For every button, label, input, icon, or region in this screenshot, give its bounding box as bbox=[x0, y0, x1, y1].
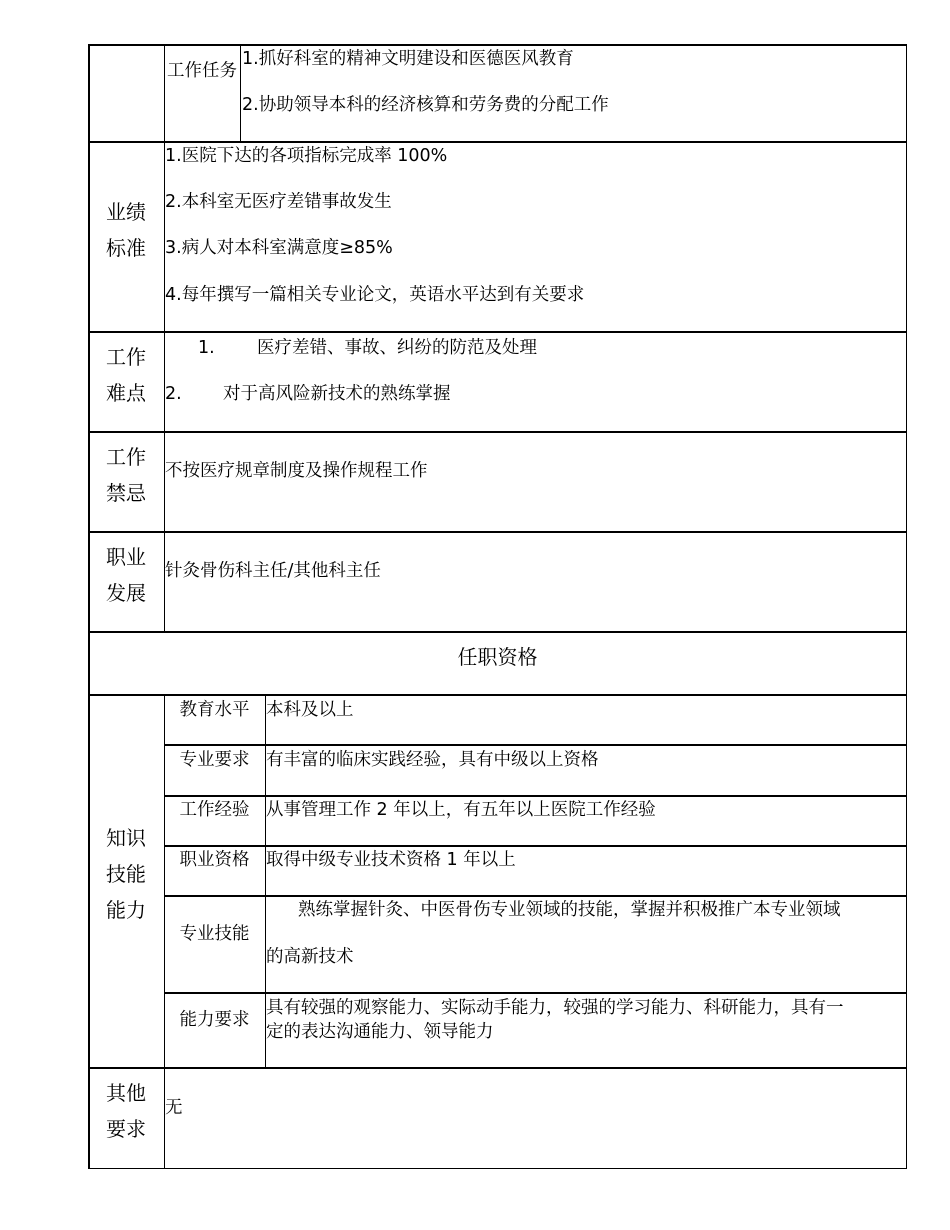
knowledge-skills-label-line2: 技能 bbox=[106, 862, 146, 886]
difficulty-label-line1: 工作 bbox=[106, 345, 146, 369]
career-label-line1: 职业 bbox=[106, 545, 146, 569]
performance-label-line2: 标准 bbox=[106, 236, 146, 260]
work-task-item-2: 2.协助领导本科的经济核算和劳务费的分配工作 bbox=[242, 95, 609, 115]
work-experience-value: 从事管理工作 2 年以上，有五年以上医院工作经验 bbox=[266, 800, 656, 820]
work-task-item-1: 1.抓好科室的精神文明建设和医德医风教育 bbox=[242, 49, 574, 69]
ability-requirement-value-line2: 定的表达沟通能力、领导能力 bbox=[266, 1022, 494, 1042]
performance-item-4: 4.每年撰写一篇相关专业论文，英语水平达到有关要求 bbox=[165, 285, 585, 305]
career-label bbox=[88, 539, 164, 611]
other-requirement-text: 无 bbox=[165, 1098, 183, 1118]
career-text: 针灸骨伤科主任/其他科主任 bbox=[165, 561, 381, 581]
other-requirement-label-line2: 要求 bbox=[106, 1117, 146, 1141]
ability-requirement-label: 能力要求 bbox=[179, 1010, 250, 1030]
difficulty-label bbox=[88, 339, 164, 411]
other-requirement-label-line1: 其他 bbox=[106, 1081, 146, 1105]
professional-skills-value-line2: 的高新技术 bbox=[266, 947, 354, 967]
performance-item-1: 1.医院下达的各项指标完成率 100% bbox=[165, 146, 448, 166]
professional-skills-label: 专业技能 bbox=[179, 924, 250, 944]
difficulty-item-2-number: 2. bbox=[165, 384, 182, 404]
career-label-line2: 发展 bbox=[106, 581, 146, 605]
major-requirement-label: 专业要求 bbox=[179, 750, 250, 770]
prohibition-text: 不按医疗规章制度及操作规程工作 bbox=[165, 461, 428, 481]
work-task-label: 工作任务 bbox=[167, 61, 237, 81]
performance-item-2: 2.本科室无医疗差错事故发生 bbox=[165, 192, 392, 212]
performance-label-line1: 业绩 bbox=[106, 200, 146, 224]
prohibition-label bbox=[88, 439, 164, 511]
difficulty-item-1: 医疗差错、事故、纠纷的防范及处理 bbox=[257, 338, 537, 358]
work-experience-label: 工作经验 bbox=[179, 800, 250, 820]
prohibition-label-line1: 工作 bbox=[106, 445, 146, 469]
knowledge-skills-label bbox=[88, 820, 164, 928]
education-label: 教育水平 bbox=[179, 700, 250, 720]
prohibition-label-line2: 禁忌 bbox=[106, 481, 146, 505]
other-requirement-label bbox=[88, 1075, 164, 1147]
ability-requirement-value-line1: 具有较强的观察能力、实际动手能力，较强的学习能力、科研能力，具有一 bbox=[266, 998, 844, 1018]
knowledge-skills-label-line1: 知识 bbox=[106, 826, 146, 850]
difficulty-item-2: 对于高风险新技术的熟练掌握 bbox=[223, 384, 451, 404]
professional-qualification-value: 取得中级专业技术资格 1 年以上 bbox=[266, 850, 516, 870]
difficulty-label-line2: 难点 bbox=[106, 381, 146, 405]
performance-label bbox=[88, 194, 164, 266]
knowledge-skills-label-line3: 能力 bbox=[106, 898, 146, 922]
professional-skills-value-line1: 熟练掌握针灸、中医骨伤专业领域的技能，掌握并积极推广本专业领域 bbox=[298, 900, 841, 920]
qualification-title: 任职资格 bbox=[457, 645, 538, 669]
performance-item-3: 3.病人对本科室满意度≥85% bbox=[165, 238, 393, 258]
education-value: 本科及以上 bbox=[266, 700, 354, 720]
major-requirement-value: 有丰富的临床实践经验，具有中级以上资格 bbox=[266, 750, 599, 770]
difficulty-item-1-number: 1. bbox=[198, 338, 215, 358]
professional-qualification-label: 职业资格 bbox=[179, 850, 250, 870]
